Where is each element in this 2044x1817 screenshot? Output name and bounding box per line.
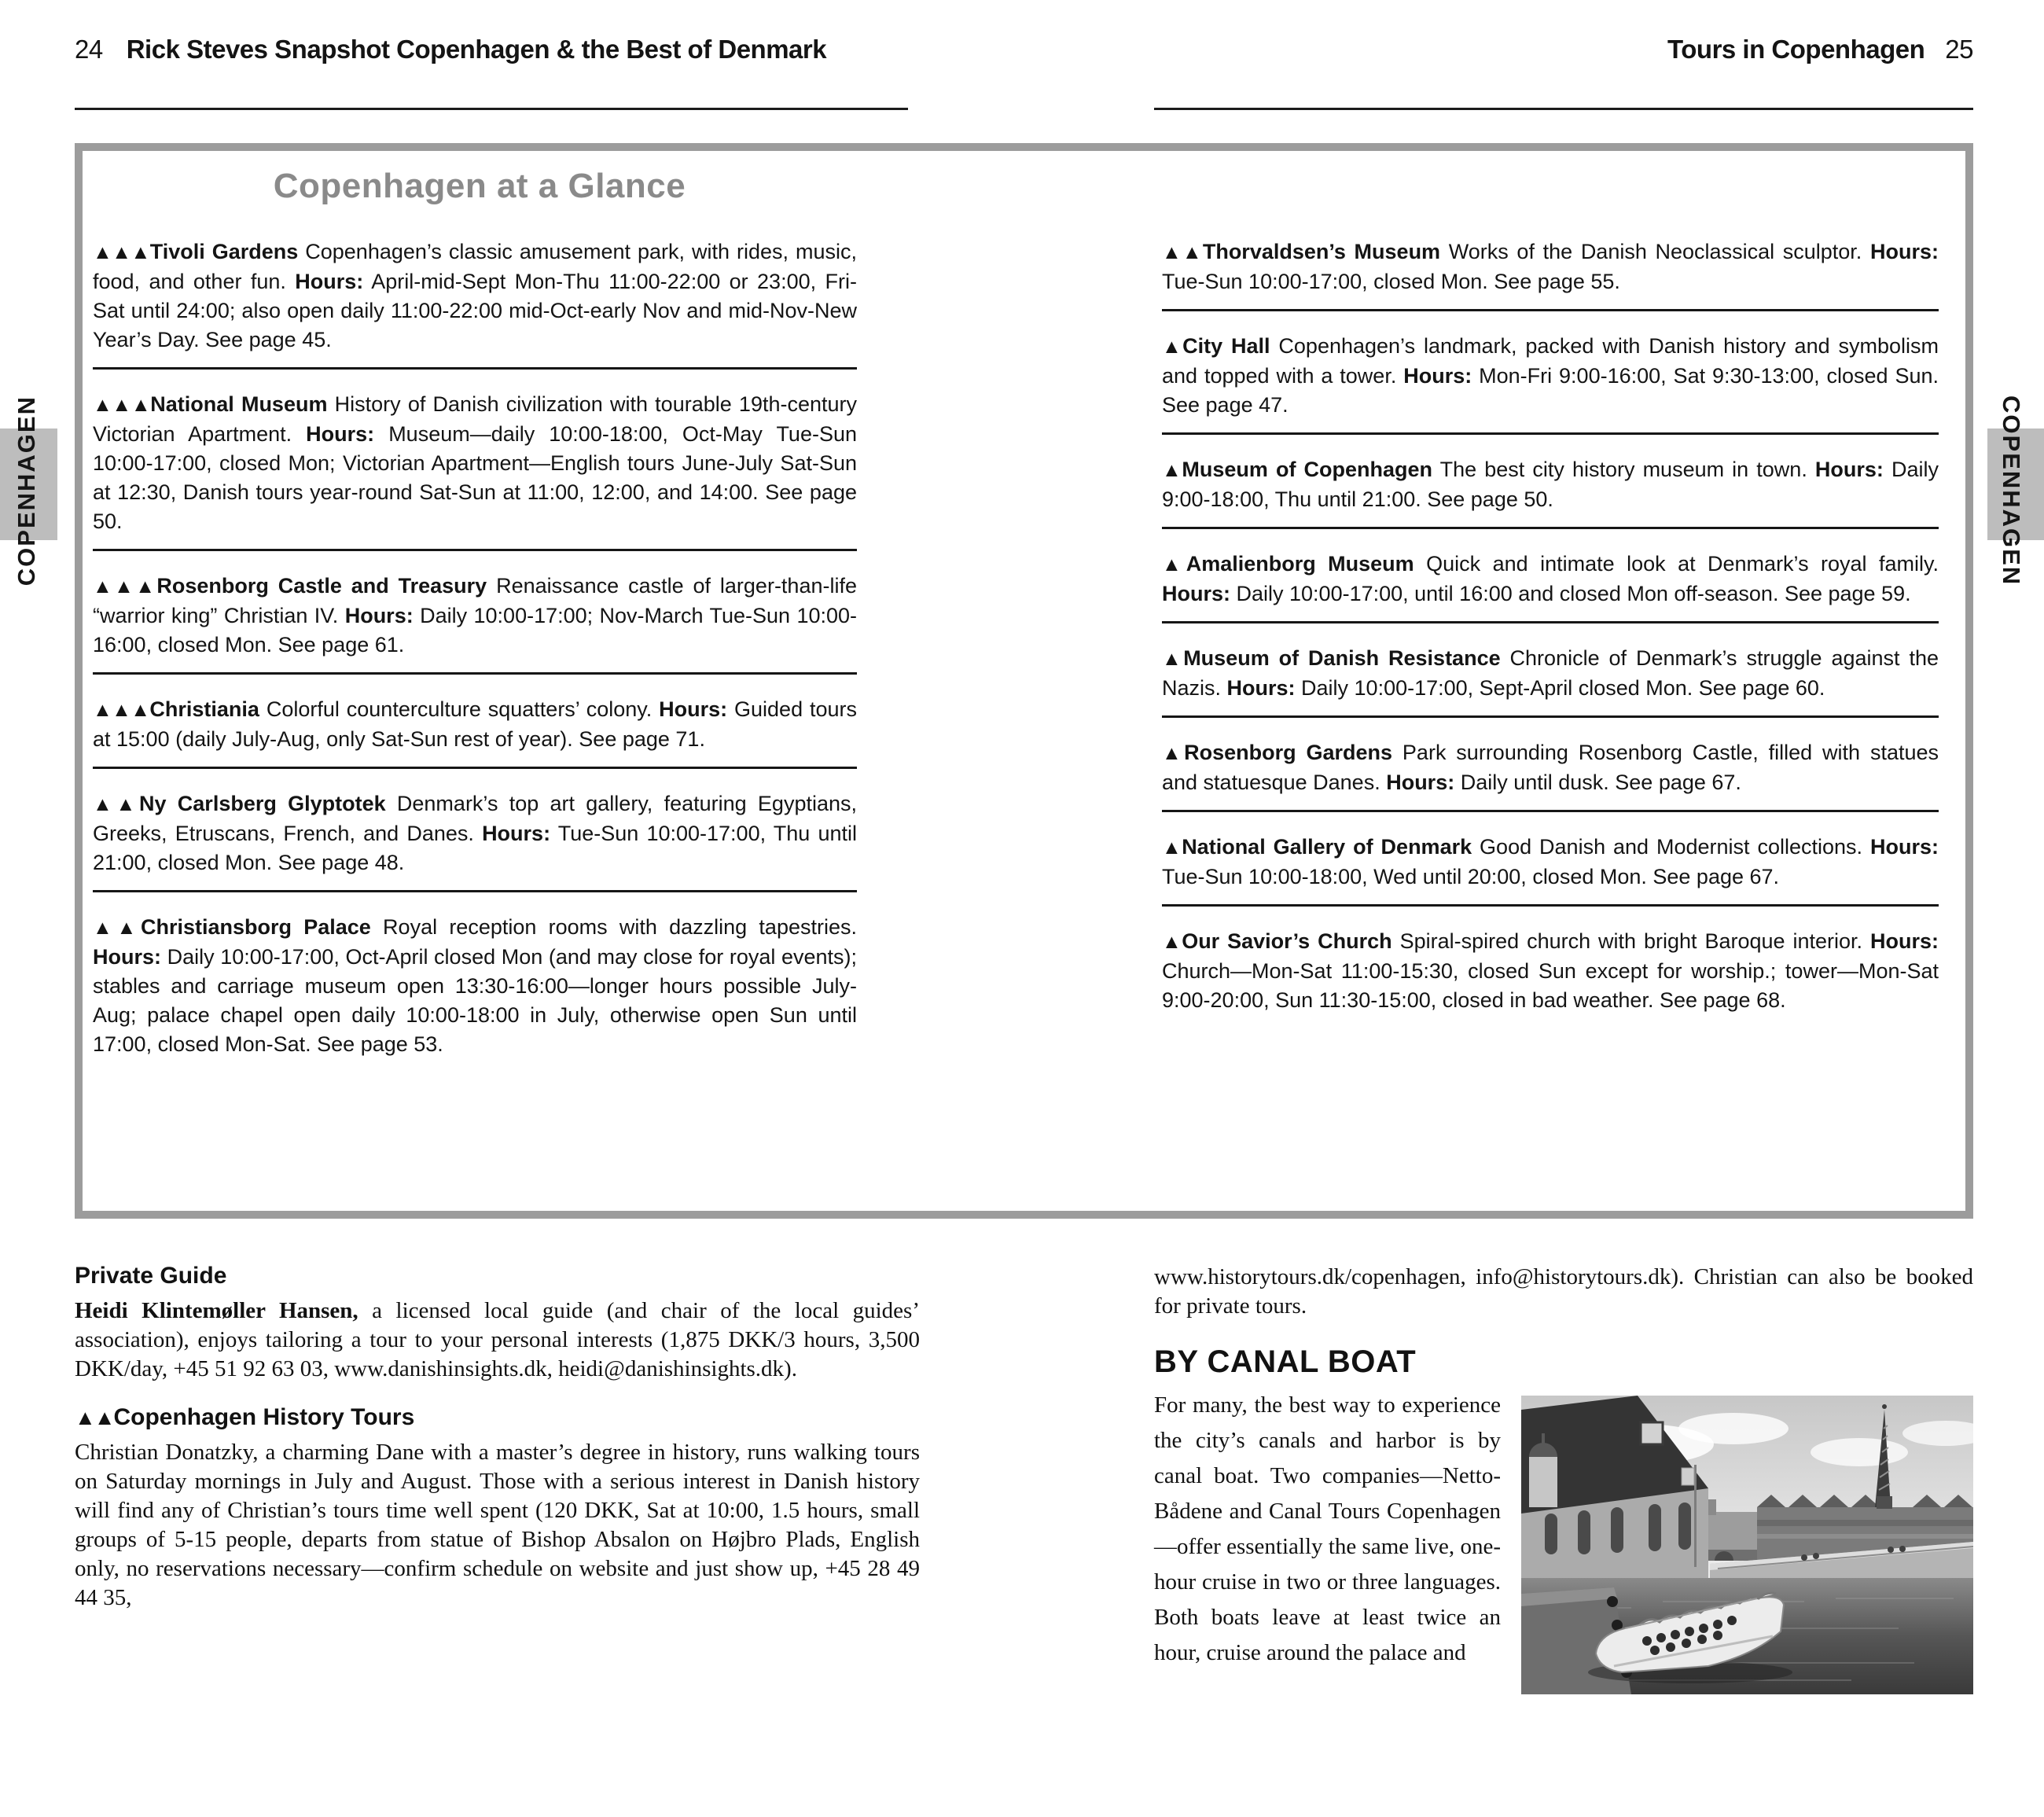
header-right-title: Tours in Copenhagen	[1667, 35, 1925, 64]
rating-icon: ▲▲	[93, 793, 140, 815]
sight-entry-text	[93, 913, 857, 1059]
canal-scene-illustration	[1521, 1396, 1973, 1694]
entry-divider	[1162, 621, 1939, 623]
header-left-title: Rick Steves Snapshot Copenhagen & the Best of Denmark	[126, 35, 827, 64]
rating-icon: ▲	[1162, 648, 1184, 670]
sight-description: Park surrounding Rosenborg Castle, filled with statues and statuesque Danes.	[1162, 741, 1939, 794]
hours-label: Hours:	[1162, 582, 1230, 605]
bottom-left-column	[75, 1263, 920, 1613]
guide-name: Heidi Klintemøller Hansen,	[75, 1298, 358, 1323]
sight-entry-text	[1162, 644, 1939, 703]
header-rule-right	[1154, 108, 1973, 110]
by-canal-boat-heading: BY CANAL BOAT	[1154, 1344, 1417, 1379]
sight-entry-text	[1162, 455, 1939, 514]
private-guide-heading: Private Guide	[75, 1263, 227, 1289]
sight-entry-text	[93, 572, 857, 660]
canal-boat-section	[1154, 1388, 1973, 1671]
sight-description: The best city history museum in town.	[1432, 458, 1815, 481]
canal-boat-paragraph: For many, the best way to experience the city’s canals and harbor is by canal boat. Two companies—Netto-Bådene and Canal Tours Copenhagen—offer essentially the same live, one-hour cruise in two or three languages. Both boats leave at least twice an hour, cruise around the palace and	[1154, 1392, 1501, 1665]
sight-entry-text	[1162, 237, 1939, 296]
sight-hours: Museum—daily 10:00-18:00, Oct-May Tue-Sun 10:00-17:00, closed Mon; Victorian Apartment—English tours June-July Sat-Sun at 12:30, Danish tours year-round Sat-Sun at 11:00, 12:00, and 14:00. See page 50.	[93, 422, 857, 533]
page-number-right: 25	[1945, 35, 1973, 64]
sight-description: Royal reception rooms with dazzling tapestries.	[370, 915, 857, 939]
sight-entry	[93, 913, 857, 1059]
sight-entry-text	[93, 237, 857, 355]
header-rule-left	[75, 108, 908, 110]
sight-name: Museum of Danish Resistance	[1183, 646, 1501, 670]
sight-entry	[93, 789, 857, 877]
bottom-right-column	[1154, 1263, 1973, 1701]
sight-hours: Daily until dusk. See page 67.	[1454, 771, 1741, 794]
sight-hours: Mon-Fri 9:00-16:00, Sat 9:30-13:00, closed Sun. See page 47.	[1162, 364, 1939, 417]
hours-label: Hours:	[1870, 835, 1939, 859]
rating-icon: ▲	[1162, 336, 1183, 358]
rating-icon: ▲	[1162, 837, 1182, 859]
sight-entry-text	[93, 390, 857, 536]
rating-icon: ▲▲	[93, 917, 141, 939]
sight-hours: April-mid-Sept Mon-Thu 11:00-22:00 or 23:00, Fri-Sat until 24:00; also open daily 11:00-22:00 mid-Oct-early Nov and mid-Nov-New Year’s Day. See page 45.	[93, 270, 857, 351]
rating-icon: ▲▲	[1162, 241, 1203, 263]
history-tours-paragraph: Christian Donatzky, a charming Dane with a master’s degree in history, runs walking tours on Saturday mornings in July and August. Those with a serious interest in Danish history will find any of Christian’s tours time well spent (120 DKK, Sat at 10:00, 1.5 hours, small groups of 5-15 people, departs from statue of Bishop Absalon on Højbro Plads, English only, no reservations necessary—confirm schedule on website and just show up, +45 28 49 44 35,	[75, 1440, 920, 1610]
sight-hours: Daily 10:00-17:00, Sept-April closed Mon. See page 60.	[1295, 676, 1825, 700]
entry-divider	[1162, 810, 1939, 812]
sight-entry-text	[1162, 833, 1939, 892]
hours-label: Hours:	[1869, 240, 1939, 263]
sight-name: National Gallery of Denmark	[1182, 835, 1472, 859]
sight-description: Good Danish and Modernist collections.	[1472, 835, 1870, 859]
sight-entry	[1162, 833, 1939, 892]
sight-entry	[1162, 927, 1939, 1015]
sight-description: Spiral-spired church with bright Baroque interior.	[1391, 929, 1870, 953]
entry-divider	[93, 890, 857, 892]
entry-divider	[1162, 309, 1939, 311]
left-margin-tab-label: COPENHAGEN	[13, 395, 40, 587]
sight-description: Quick and intimate look at Denmark’s royal family.	[1414, 552, 1939, 576]
canal-boat-photo	[1521, 1396, 1973, 1694]
sight-entry-text	[1162, 738, 1939, 797]
entry-divider	[1162, 527, 1939, 529]
sight-hours: Tue-Sun 10:00-17:00, closed Mon. See page 55.	[1162, 270, 1620, 293]
page-number-left: 24	[75, 35, 103, 64]
entry-divider	[1162, 715, 1939, 718]
sight-description: Denmark’s top art gallery, featuring Egyptians, Greeks, Etruscans, French, and Danes.	[93, 792, 857, 845]
sight-entry-text	[93, 789, 857, 877]
sight-entry	[1162, 738, 1939, 797]
continued-paragraph: www.historytours.dk/copenhagen, info@historytours.dk). Christian can also be booked for private tours.	[1154, 1264, 1973, 1319]
sight-description: Copenhagen’s landmark, packed with Danish history and symbolism and topped with a tower.	[1162, 334, 1939, 388]
sight-entry	[1162, 237, 1939, 296]
rating-icon: ▲▲▲	[93, 699, 150, 721]
glance-box-title: Copenhagen at a Glance	[273, 167, 686, 205]
sight-description: Chronicle of Denmark’s struggle against the Nazis.	[1162, 646, 1939, 700]
sight-entry	[93, 237, 857, 355]
sight-description: Renaissance castle of larger-than-life “warrior king” Christian IV.	[93, 574, 857, 627]
hours-label: Hours:	[1226, 676, 1296, 700]
sight-hours: Daily 10:00-17:00; Nov-March Tue-Sun 10:00-16:00, closed Mon. See page 61.	[93, 604, 857, 657]
sight-name: Thorvaldsen’s Museum	[1202, 240, 1441, 263]
sight-entry	[93, 572, 857, 660]
rating-icon: ▲▲	[75, 1406, 114, 1429]
rating-icon: ▲	[1162, 742, 1185, 764]
hours-label: Hours:	[1386, 771, 1455, 794]
sight-name: Amalienborg Museum	[1186, 552, 1414, 576]
hours-label: Hours:	[482, 822, 551, 845]
sight-name: Christiansborg Palace	[140, 915, 371, 939]
entry-divider	[1162, 432, 1939, 435]
sight-entry-text	[1162, 550, 1939, 609]
sight-hours: Church—Mon-Sat 11:00-15:30, closed Sun except for worship.; tower—Mon-Sat 9:00-20:00, Sun 11:30-15:00, closed in bad weather. See page 68.	[1162, 959, 1939, 1012]
sight-description: Copenhagen’s classic amusement park, with rides, music, food, and other fun.	[93, 240, 858, 293]
sight-description: Works of the Danish Neoclassical sculptor.	[1440, 240, 1870, 263]
private-guide-paragraph	[75, 1297, 920, 1384]
sight-name: Museum of Copenhagen	[1182, 458, 1433, 481]
hours-label: Hours:	[295, 270, 364, 293]
sight-name: National Museum	[150, 392, 328, 416]
history-tours-heading	[75, 1404, 920, 1431]
rating-icon: ▲	[1162, 459, 1182, 481]
sight-description: Colorful counterculture squatters’ colony.	[259, 697, 660, 721]
glance-right-column	[1162, 237, 1939, 1015]
sight-entry-text	[1162, 927, 1939, 1015]
sight-entry	[1162, 644, 1939, 703]
sight-hours: Tue-Sun 10:00-17:00, Thu until 21:00, closed Mon. See page 48.	[93, 822, 858, 874]
sight-hours: Daily 10:00-17:00, Oct-April closed Mon (and may close for royal events); stables and carriage museum open 13:30-16:00—longer hours possible July-Aug; palace chapel open daily 10:00-18:00 in July, otherwise open Sun until 17:00, closed Mon-Sat. See page 53.	[93, 945, 857, 1056]
sight-name: Ny Carlsberg Glyptotek	[139, 792, 386, 815]
hours-label: Hours:	[344, 604, 414, 627]
sight-hours: Guided tours at 15:00 (daily July-Aug, only Sat-Sun rest of year). See page 71.	[93, 697, 858, 751]
sight-entry	[1162, 550, 1939, 609]
sight-hours: Daily 9:00-18:00, Thu until 21:00. See page 50.	[1162, 458, 1939, 511]
header-left	[75, 35, 826, 64]
rating-icon: ▲▲▲	[93, 394, 151, 416]
hours-label: Hours:	[1814, 458, 1884, 481]
rating-icon: ▲	[1162, 931, 1182, 953]
sight-hours: Tue-Sun 10:00-18:00, Wed until 20:00, closed Mon. See page 67.	[1162, 865, 1780, 888]
sight-hours: Daily 10:00-17:00, until 16:00 and closed Mon off-season. See page 59.	[1230, 582, 1911, 605]
entry-divider	[93, 767, 857, 769]
rating-icon: ▲	[1162, 554, 1186, 576]
rating-icon: ▲▲▲	[93, 241, 150, 263]
entry-divider	[93, 672, 857, 675]
entry-divider	[93, 367, 857, 370]
sight-name: Rosenborg Gardens	[1184, 741, 1393, 764]
header-right	[1154, 35, 1973, 64]
sight-name: Tivoli Gardens	[149, 240, 299, 263]
hours-label: Hours:	[1870, 929, 1939, 953]
sight-entry	[93, 695, 857, 754]
sight-name: City Hall	[1182, 334, 1270, 358]
sight-entry	[1162, 332, 1939, 420]
sight-entry	[1162, 455, 1939, 514]
sight-name: Christiania	[149, 697, 259, 721]
sight-entry	[93, 390, 857, 536]
sight-entry-text	[1162, 332, 1939, 420]
hours-label: Hours:	[659, 697, 728, 721]
sight-name: Rosenborg Castle and Treasury	[156, 574, 487, 598]
hours-label: Hours:	[1403, 364, 1472, 388]
sight-entry-text	[93, 695, 857, 754]
hours-label: Hours:	[93, 945, 161, 969]
entry-divider	[93, 549, 857, 551]
rating-icon: ▲▲▲	[93, 576, 157, 598]
sight-name: Our Savior’s Church	[1182, 929, 1392, 953]
entry-divider	[1162, 904, 1939, 907]
glance-left-column	[93, 237, 857, 1059]
right-margin-tab-label: COPENHAGEN	[1998, 395, 2025, 587]
sight-description: History of Danish civilization with tourable 19th-century Victorian Apartment.	[93, 392, 858, 446]
guide-details: a licensed local guide (and chair of the local guides’ association), enjoys tailoring a tour to your personal interests (1,875 DKK/3 hours, 3,500 DKK/day, +45 51 92 63 03, www.danishinsights.dk, heidi@danishinsights.dk).	[75, 1298, 920, 1381]
hours-label: Hours:	[306, 422, 375, 446]
history-tours-heading-label: Copenhagen History Tours	[113, 1404, 415, 1430]
